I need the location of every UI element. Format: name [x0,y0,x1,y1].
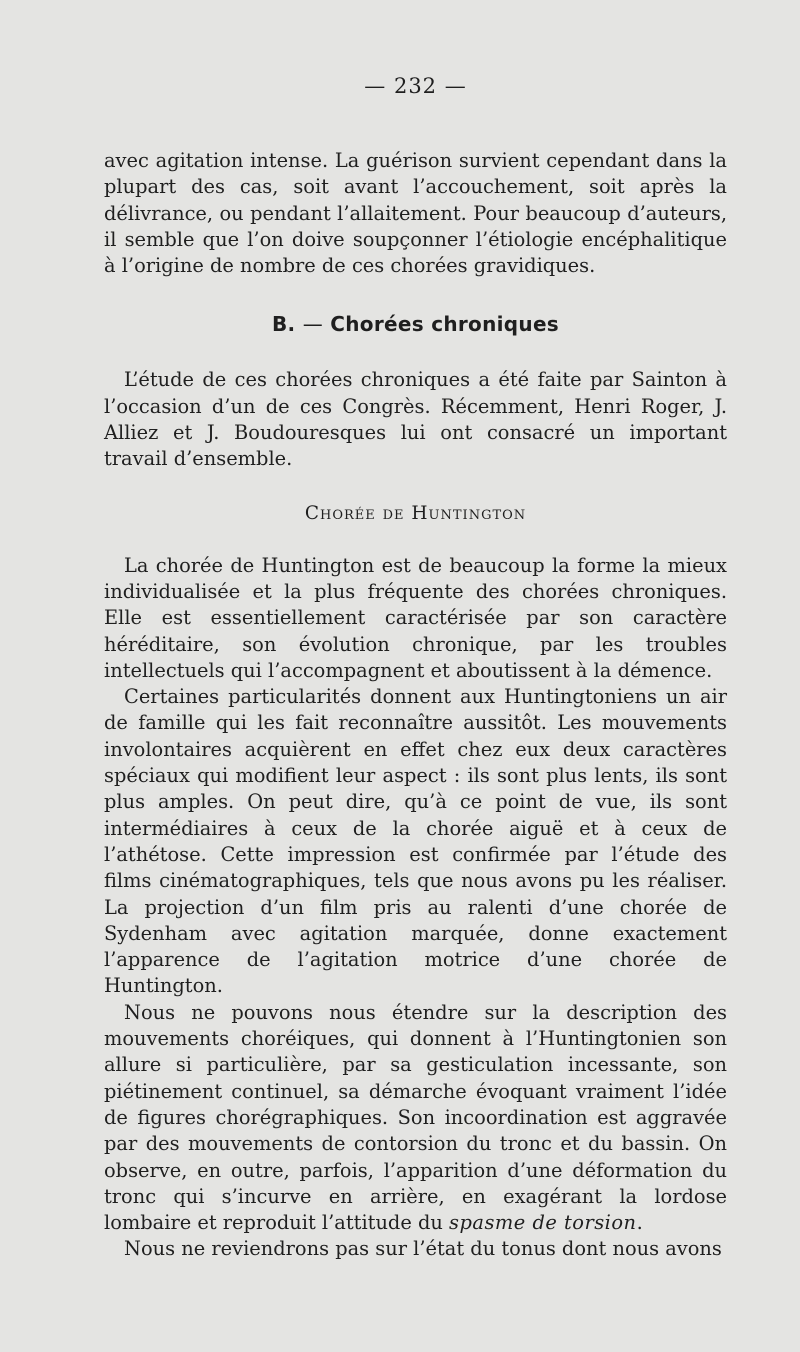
last-line: Nous ne reviendrons pas sur l’état du tonus dont nous avons [124,1237,722,1261]
page-number: — 232 — [364,74,467,98]
section-dash: — [302,312,324,337]
section-paragraph: L’étude de ces chorées chroniques a été faite par Sainton à l’occasion d’un de ces Congrès. Récemment, Henri Roger, J. Alliez et J. Boudouresques lui ont consacré un important travail d’ensemble. [104,368,727,471]
paragraph-choreic-movements [104,1000,727,1237]
intro-paragraph: avec agitation intense. La guérison survient cependant dans la plupart des cas, soit avant l’accouchement, soit après la délivrance, ou pendant l’allaitement. Pour beaucoup d’auteurs, il semble que l’on doive soupçonner l’étiologie encéphalitique à l’origine de nombre de ces chorées gravidiques. [104,149,727,278]
paragraph-particularities: Certaines particularités donnent aux Huntingtoniens un air de famille qui les fait reconnaître aussitôt. Les mouvements involontaires acquièrent en effet chez eux deux caractères spéciaux qui modifient leur aspect : ils sont plus lents, ils sont plus amples. On peut dire, qu’à ce point de vue, ils sont intermédiaires à ceux de la chorée aiguë et à ceux de l’athétose. Cette impression est confirmée par l’étude des films cinématographiques, tels que nous avons pu les réaliser. La projection d’un film pris au ralenti d’une chorée de Sydenham avec agitation marquée, donne exactement l’apparence de l’agitation motrice d’une chorée de Huntington. [104,685,727,998]
emphasis-torsion: spasme de torsion [449,1211,637,1235]
section-heading [104,311,727,337]
paragraph-huntington-definition: La chorée de Huntington est de beaucoup la forme la mieux individualisée et la plus fréquente des chorées chroniques. Elle est essentiellement caractérisée par son caractère héréditaire, son évolution chronique, par les troubles intellectuels qui l’accompagnent et aboutissent à la démence. [104,553,727,682]
document-page [104,72,727,1263]
subsection-heading: Chorée de Huntington [304,502,527,524]
paragraph-torsion-text: Nous ne pouvons nous étendre sur la description des mouvements choréiques, qui donnent à l’Huntingtonien son allure si particulière, par sa gesticulation incessante, son piétinement continuel, sa démarche évoquant vraiment l’idée de figures chorégraphiques. Son incoordination est aggravée par des mouvements de contorsion du tronc et du bassin. On observe, en outre, parfois, l’apparition d’une déformation du tronc qui s’incurve en arrière, en exagérant la lordose lombaire et reproduit l’attitude du [104,1000,727,1235]
section-letter: B. [271,312,296,337]
section-title: Chorées chroniques [330,312,560,337]
paragraph-torsion-end: . [636,1211,643,1235]
